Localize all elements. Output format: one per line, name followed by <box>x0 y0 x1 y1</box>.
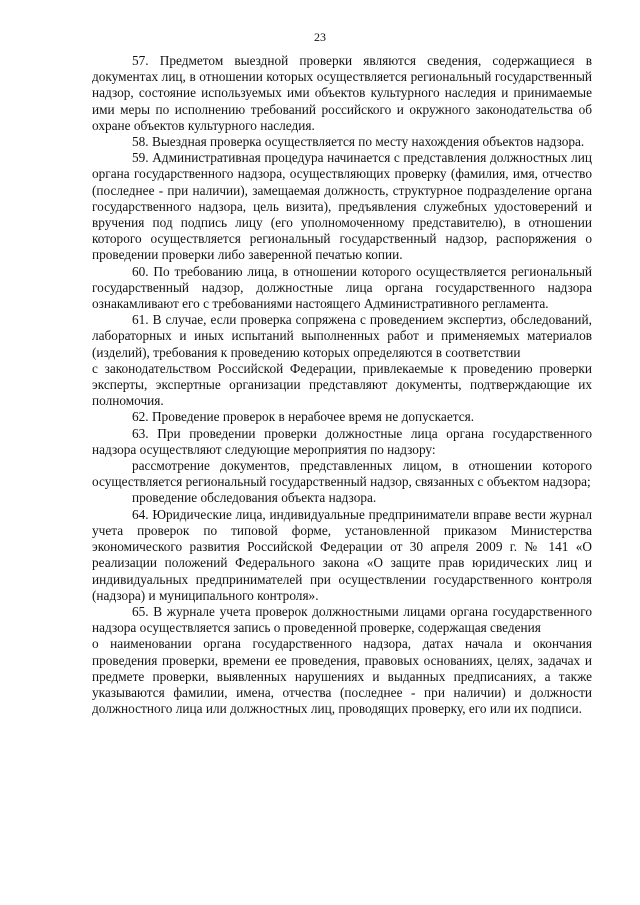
paragraph-61: 61. В случае, если проверка сопряжена с проведением экспертиз, обследований, лабораторных и иных испытаний выполненных работ и применяемых материалов (изделий), требования к проведению которых определяются в соответствии <box>92 312 592 360</box>
document-body <box>92 53 592 717</box>
paragraph-63-item-2: проведение обследования объекта надзора. <box>132 490 377 506</box>
paragraph-57: 57. Предметом выездной проверки являются сведения, содержащиеся в документах лиц, в отношении которых осуществляется региональный государственный надзор, состояние используемых ими объектов культурного наследия и принимаемые ими меры по исполнению требований российского и окружного законодательства об охране объектов культурного наследия. <box>92 53 592 133</box>
paragraph-61-continued: с законодательством Российской Федерации, привлекаемые к проведению проверки эксперты, экспертные организации представляют документы, подтверждающие их полномочия. <box>92 360 592 409</box>
paragraph-63: 63. При проведении проверки должностные лица органа государственного надзора осуществляют следующие мероприятия по надзору: <box>92 425 592 457</box>
paragraph-60: 60. По требованию лица, в отношении которого осуществляется региональный государственный надзор, должностные лица органа государственного надзора ознакамливают его с требованиями настоящего Административного регламента. <box>92 263 592 312</box>
paragraph-58: 58. Выездная проверка осуществляется по месту нахождения объектов надзора. <box>132 134 585 150</box>
paragraph-59: 59. Административная процедура начинается с представления должностных лиц органа государственного надзора, осуществляющих проверку (фамилия, имя, отчество (последнее - при наличии), замещаемая должность, структурное подразделение органа государственного надзора, цель визита), предъявления служебных удостоверений и вручения под подпись лицу (его уполномоченному представителю), в отношении которого осуществляется региональный государственный надзор, распоряжения о проведении проверки либо заверенной печатью копии. <box>92 150 592 263</box>
paragraph-63-item-1: рассмотрение документов, представленных лицом, в отношении которого осуществляется региональный государственный надзор, связанных с объектом надзора; <box>92 458 592 490</box>
paragraph-62: 62. Проведение проверок в нерабочее время не допускается. <box>132 409 475 425</box>
paragraph-65-continued: о наименовании органа государственного надзора, датах начала и окончания проведения проверки, времени ее проведения, правовых основаниях, целях, задачах и предмете проверки, выявленных нарушениях и выданных предписаниях, а также указываются фамилии, имена, отчества (последнее - при наличии) и должности должностного лица или должностных лиц, проводящих проверку, его или их подписи. <box>92 636 592 717</box>
paragraph-64: 64. Юридические лица, индивидуальные предприниматели вправе вести журнал учета проверок по типовой форме, установленной приказом Министерства экономического развития Российской Федерации от 30 апреля 2009 г. № 141 «О реализации положений Федерального закона «О защите прав юридических лиц и индивидуальных предпринимателей при осуществлении государственного контроля (надзора) и муниципального контроля». <box>92 506 592 603</box>
page-number: 23 <box>314 30 326 44</box>
paragraph-65: 65. В журнале учета проверок должностными лицами органа государственного надзора осуществляется запись о проведенной проверке, содержащая сведения <box>92 603 592 636</box>
